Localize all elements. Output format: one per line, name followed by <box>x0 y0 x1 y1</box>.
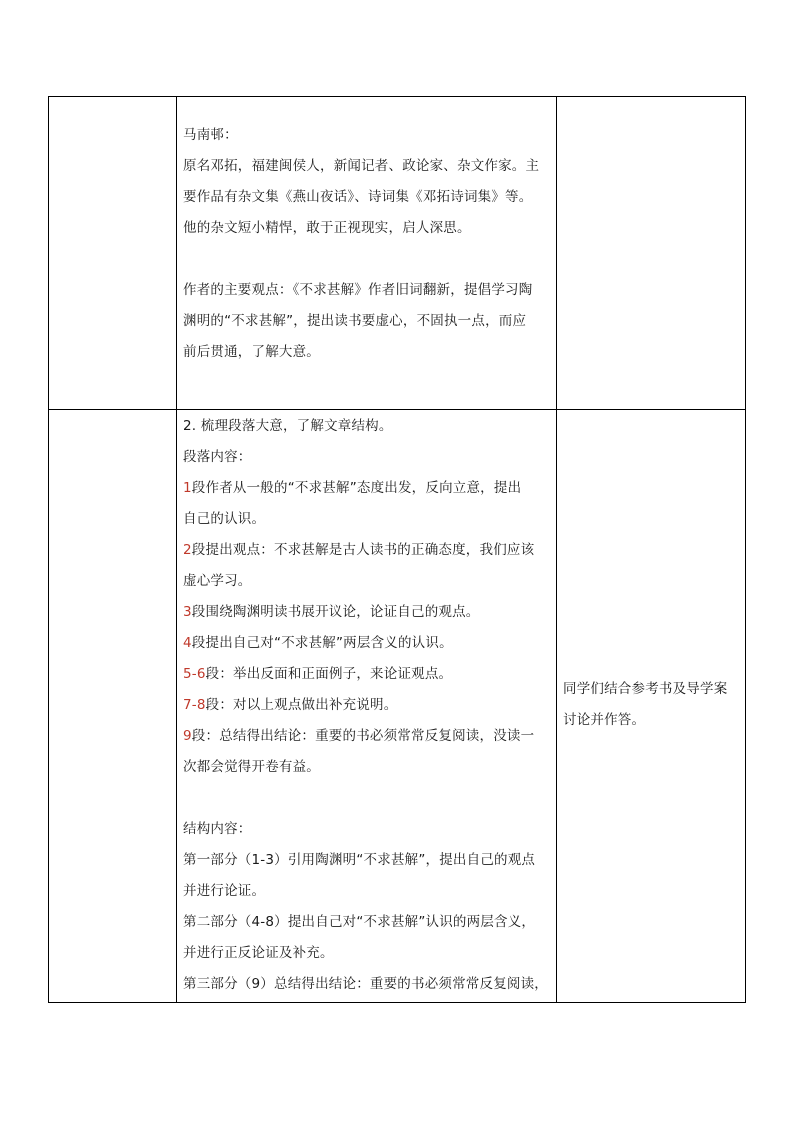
paragraph-number: 3 <box>183 604 192 620</box>
structure-line: 并进行正反论证及补充。 <box>183 945 334 961</box>
paragraph-line: 自己的认识。 <box>183 511 266 527</box>
paragraph-number: 4 <box>183 635 192 651</box>
paragraph-number: 5-6 <box>183 666 206 682</box>
paragraph-number: 7-8 <box>183 697 206 713</box>
paragraph-line: 3段围绕陶渊明读书展开议论，论证自己的观点。 <box>183 604 480 620</box>
paragraph-line: 虚心学习。 <box>183 573 252 589</box>
structure-line: 并进行论证。 <box>183 883 266 899</box>
paragraph-number: 1 <box>183 480 192 496</box>
paragraph-line: 1段作者从一般的“不求甚解”态度出发，反向立意，提出 <box>183 480 522 496</box>
student-activity-line: 讨论并作答。 <box>563 712 646 728</box>
lesson-plan-table <box>48 96 746 1003</box>
author-intro-line: 原名邓拓，福建闽侯人，新闻记者、政论家、杂文作家。主 <box>183 158 540 174</box>
paragraph-line: 2段提出观点：不求甚解是古人读书的正确态度，我们应该 <box>183 542 535 558</box>
table-row <box>49 97 746 410</box>
viewpoint-line: 前后贯通，了解大意。 <box>183 344 320 360</box>
author-intro-line: 要作品有杂文集《燕山夜话》、诗词集《邓拓诗词集》等。 <box>183 189 533 205</box>
student-activity-line: 同学们结合参考书及导学案 <box>563 681 728 697</box>
paragraph-line: 5-6段：举出反面和正面例子，来论证观点。 <box>183 666 453 682</box>
structure-line: 第一部分（1-3）引用陶渊明“不求甚解”，提出自己的观点 <box>183 852 536 868</box>
viewpoint-line: 作者的主要观点：《不求甚解》作者旧词翻新，提倡学习陶 <box>183 282 533 298</box>
empty-cell <box>557 97 746 410</box>
paragraph-number: 9 <box>183 728 192 744</box>
empty-cell <box>49 97 177 410</box>
student-activity-cell <box>557 410 746 1003</box>
paragraph-number: 2 <box>183 542 192 558</box>
structure-label: 结构内容： <box>183 821 252 837</box>
paragraph-label: 段落内容： <box>183 449 252 465</box>
structure-task-cell <box>177 410 557 1003</box>
author-intro-line: 他的杂文短小精悍，敢于正视现实，启人深思。 <box>183 220 471 236</box>
empty-cell <box>49 410 177 1003</box>
paragraph-line: 4段提出自己对“不求甚解”两层含义的认识。 <box>183 635 453 651</box>
table-row <box>49 410 746 1003</box>
structure-line: 第三部分（9）总结得出结论：重要的书必须常常反复阅读， <box>183 976 548 992</box>
paragraph-line: 7-8段：对以上观点做出补充说明。 <box>183 697 398 713</box>
viewpoint-line: 渊明的“不求甚解”，提出读书要虚心，不固执一点，而应 <box>183 313 527 329</box>
structure-line: 第二部分（4-8）提出自己对“不求甚解”认识的两层含义， <box>183 914 536 930</box>
paragraph-line: 9段：总结得出结论：重要的书必须常常反复阅读，没读一 <box>183 728 535 744</box>
task-title: 2. 梳理段落大意，了解文章结构。 <box>183 418 393 434</box>
paragraph-line: 次都会觉得开卷有益。 <box>183 759 320 775</box>
author-intro-cell <box>177 97 557 410</box>
author-heading: 马南邨： <box>183 127 238 143</box>
